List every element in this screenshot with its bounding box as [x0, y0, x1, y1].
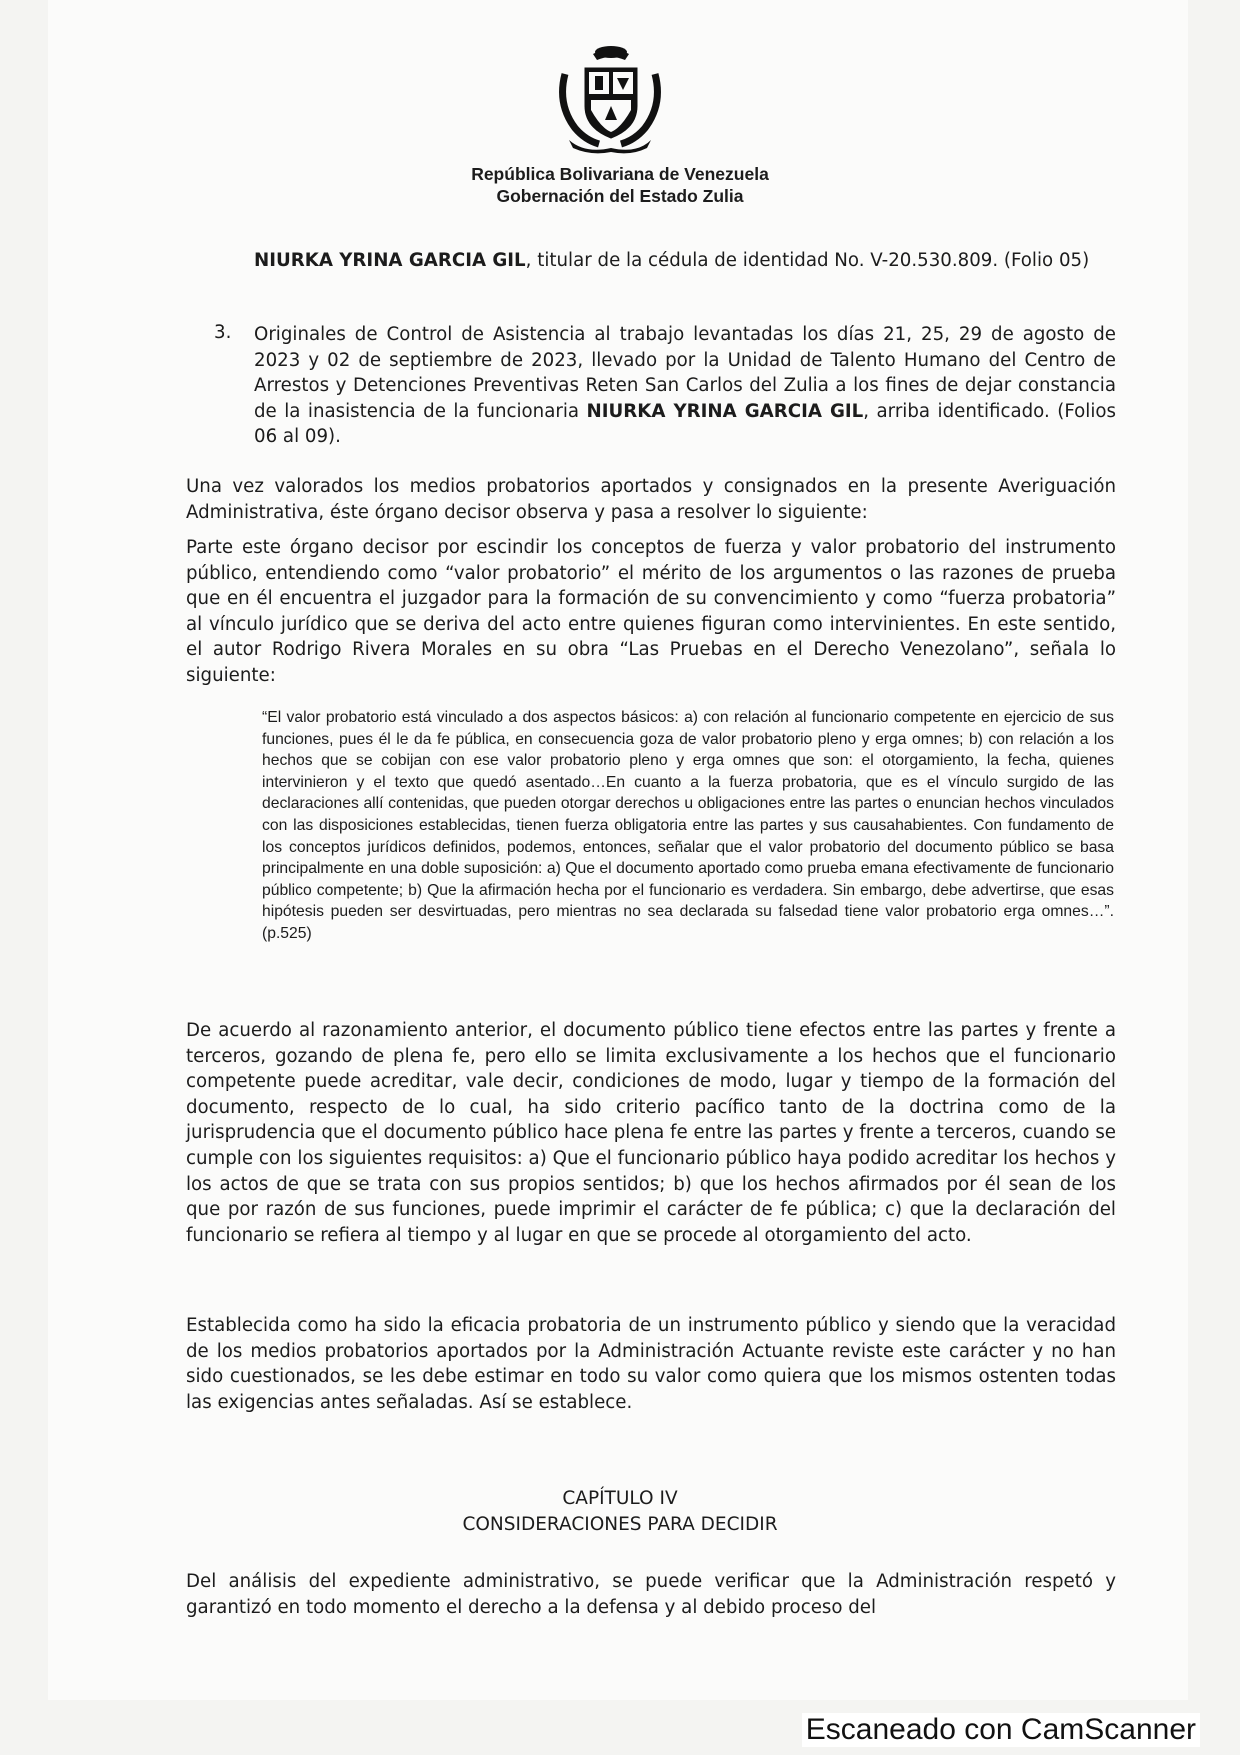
coat-of-arms-logo — [555, 44, 665, 156]
government-header — [0, 163, 1240, 207]
camscanner-watermark: Escaneado con CamScanner — [802, 1713, 1200, 1747]
paragraph-valuation: Una vez valorados los medios probatorios aportados y consignados en la presente Averiguación Administrativa, éste órgano decisor observa y pasa a resolver lo siguiente: — [186, 476, 1116, 523]
list-number-3: 3. — [214, 322, 232, 343]
person-name: NIURKA YRINA GARCIA GIL — [254, 250, 526, 271]
chapter-subtitle: CONSIDERACIONES PARA DECIDIR — [462, 1514, 778, 1535]
list-item-3-text: Originales de Control de Asistencia al trabajo levantadas los días 21, 25, 29 de agosto de 2023 y 02 de septiembre de 2023, llevado por la Unidad de Talento Humano del Centro de Arrestos y Detenciones Preventivas Reten San Carlos del Zulia a los fines de dejar constancia de la inasistencia de la funcionaria — [254, 324, 1116, 422]
paragraph-probatory-value: Parte este órgano decisor por escindir los conceptos de fuerza y valor probatorio del instrumento público, entendiendo como “valor probatorio” el mérito de los argumentos o las razones de prueba que en él encuentra el juzgador para la formación de su convencimiento y como “fuerza probatoria” al vínculo jurídico que se deriva del acto entre quienes figuran como intervinientes. En este sentido, el autor Rodrigo Rivera Morales en su obra “Las Pruebas en el Derecho Venezolano”, señala lo siguiente: — [186, 537, 1116, 686]
person-name: NIURKA YRINA GARCIA GIL — [586, 400, 864, 422]
paragraph-conclusion: Establecida como ha sido la eficacia probatoria de un instrumento público y siendo que la veracidad de los medios probatorios aportados por la Administración Actuante reviste este carácter y no han sido cuestionados, se les debe estimar en todo su valor como quiera que los mismos ostenten todas las exigencias antes señaladas. Así se establece. — [186, 1315, 1116, 1413]
list-item-3 — [254, 322, 1116, 450]
list-item-3-text-end: , arriba identificado. (Folios 06 al 09). — [254, 400, 1116, 448]
continued-item-paragraph — [254, 248, 1116, 274]
paragraph-analysis: Del análisis del expediente administrativo, se puede verificar que la Administración respetó y garantizó en todo momento el derecho a la defensa y al debido proceso del — [186, 1571, 1116, 1618]
header-governorship: Gobernación del Estado Zulia — [496, 186, 744, 206]
chapter-title: CAPÍTULO IV — [562, 1488, 678, 1509]
paragraph-reasoning: De acuerdo al razonamiento anterior, el documento público tiene efectos entre las partes y frente a terceros, gozando de plena fe, pero ello se limita exclusivamente a los hechos que el funcionario competente puede acreditar, vale decir, condiciones de modo, lugar y tiempo de la formación del documento, respecto de lo cual, ha sido criterio pacífico tanto de la doctrina como de la jurisprudencia que el documento público hace plena fe entre las partes y frente a terceros, cuando se cumple con los siguientes requisitos: a) Que el funcionario público haya podido acreditar los hechos y los actos de que se trata con sus propios sentidos; b) que los hechos afirmados por él sean de los que por razón de sus funciones, puede imprimir el carácter de fe pública; c) que la declaración del funcionario se refiera al tiempo y al lugar en que se procede al otorgamiento del acto. — [186, 1020, 1116, 1246]
id-text: , titular de la cédula de identidad No. V-20.530.809. (Folio 05) — [525, 250, 1090, 271]
header-republic: República Bolivariana de Venezuela — [471, 164, 769, 184]
block-quote: “El valor probatorio está vinculado a dos aspectos básicos: a) con relación al funcionario competente en ejercicio de sus funciones, pues él le da fe pública, en consecuencia goza de valor probatorio pleno y erga omnes; b) con relación a los hechos que se cobijan con ese valor probatorio pleno y erga omnes que son: el otorgamiento, la fecha, quienes intervinieron y el texto que quedó asentado…En cuanto a la fuerza probatoria, que es el vínculo surgido de las declaraciones allí contenidas, que pueden otorgar derechos u obligaciones entre las partes o enuncian hechos vinculados con las disposiciones establecidas, tienen fuerza obligatoria entre las partes y sus causahabientes. Con fundamento de los conceptos jurídicos definidos, podemos, entonces, señalar que el valor probatorio del documento público se basa principalmente en una doble suposición: a) Que el documento aportado como prueba emana efectivamente de funcionario público competente; b) Que la afirmación hecha por el funcionario es verdadera. Sin embargo, debe advertirse, que esas hipótesis pueden ser desvirtuadas, pero mientras no sea declarada su falsedad tiene valor probatorio erga omnes…”. (p.525) — [262, 709, 1114, 942]
chapter-heading — [0, 1486, 1240, 1538]
